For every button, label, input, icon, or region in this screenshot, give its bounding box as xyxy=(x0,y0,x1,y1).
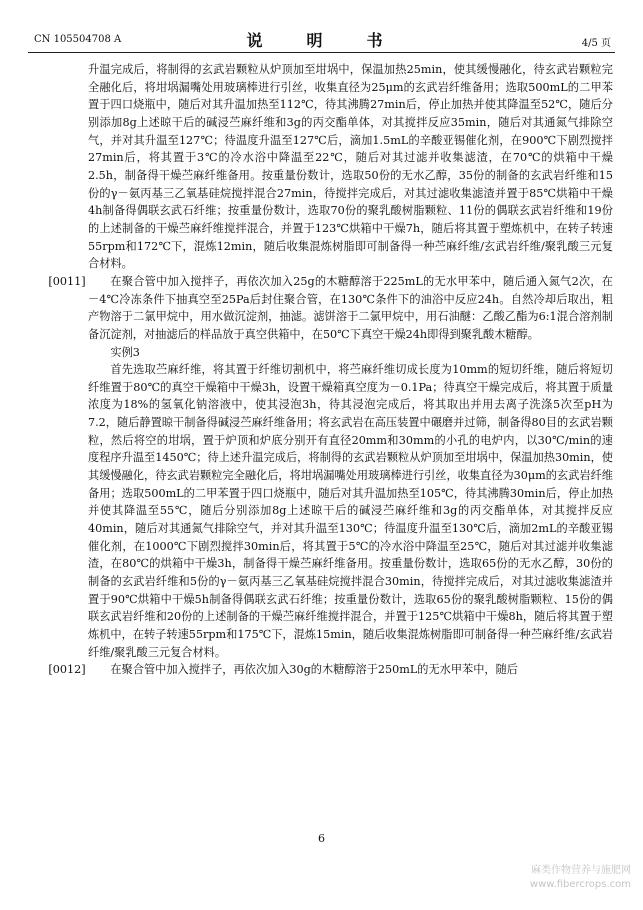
document-body xyxy=(48,61,613,679)
document-title: 说 明 书 xyxy=(246,31,397,50)
paragraph-0012 xyxy=(48,661,613,679)
paragraph-0011 xyxy=(48,273,613,344)
watermark-url: www.fibercrops.com xyxy=(529,879,631,890)
page-indicator: 4/5 页 xyxy=(581,38,611,49)
patent-number: CN 105504708 A xyxy=(34,34,122,45)
paragraph-number: [0012] xyxy=(48,663,86,677)
paragraph-text: 在聚合管中加入搅拌子，再依次加入25g的木糖醇溶于225mL的无水甲苯中，随后通入氮气2次，在－4℃冷冻条件下抽真空至25Pa后封住聚合管，在130℃条件下的油浴中反应24h。自然冷却后取出，粗产物溶于二氯甲烷中，用水做沉淀剂，抽滤。滤饼溶于二氯甲烷中，用石油醚：乙酸乙酯为6:1混合溶剂制备沉淀剂，对抽滤后的样品放于真空供箱中，在50℃下真空干燥24h即得到聚乳酸木糖醇。 xyxy=(88,274,613,341)
paragraph-text: 在聚合管中加入搅拌子，再依次加入30g的木糖醇溶于250mL的无水甲苯中，随后 xyxy=(110,663,518,677)
paragraph-continued: 升温完成后，将制得的玄武岩颗粒从炉顶加至坩埚中，保温加热25min，使其缓慢融化，待玄武岩颗粒完全融化后，将坩埚漏嘴处用玻璃棒进行引丝，收集直径为25μm的玄武岩纤维备用；选取500mL的二甲苯置于四口烧瓶中，随后对其升温加热至112℃，待其沸腾27min后，停止加热并使其降温至52℃，随后分别添加8g上述晾干后的碱浸苎麻纤维和3g的丙交酯单体，对其搅拌反应35min，随后对其通氮气排除空气，并对其升温至127℃；待温度升温至127℃后，滴加1.5mL的辛酸亚锡催化剂，在900℃下剧烈搅拌27min后，将其置于3℃的冷水浴中降温至22℃，随后对其过滤并收集滤渣，在70℃的烘箱中干燥2.5h，制备得干燥苎麻纤维备用。按重量份数计，选取50份的无水乙醇，35份的制备的玄武岩纤维和15份的γ－氨丙基三乙氧基硅烷搅拌混合27min，待搅拌完成后，对其过滤收集滤渣并置于85℃烘箱中干燥4h制备得偶联玄武石纤维；按重量份数计，选取70份的聚乳酸树脂颗粒、11份的偶联玄武岩纤维和19份的上述制备的干燥苎麻纤维搅拌混合，并置于123℃烘箱中干燥7h，随后将其置于塑炼机中，在转子转速55rpm和172℃下，混炼12min，随后收集混炼树脂即可制备得一种苎麻纤维/玄武岩纤维/聚乳酸三元复合材料。 xyxy=(88,63,613,271)
paragraph-number: [0011] xyxy=(48,274,86,288)
watermark-title: 麻类作物营养与施肥网 xyxy=(531,865,631,876)
paragraph-example-3: 首先选取苎麻纤维，将其置于纤维切割机中，将苎麻纤维切成长度为10mm的短切纤维，随后将短切纤维置于80℃的真空干燥箱中干燥3h，设置干燥箱真空度为－0.1Pa；待真空干燥完成后，将其置于质量浓度为18%的氢氧化钠溶液中，使其浸泡3h，待其浸泡完成后，将其取出并用去离子洗涤5次至pH为7.2，随后静置晾干制备得碱浸苎麻纤维备用；将玄武岩在高压装置中碾磨并过筛，制备得80目的玄武岩颗粒，然后将空的坩埚，置于炉顶和炉底分别开有直径20mm和30mm的小孔的电炉内，以30℃/min的速度程序升温至1450℃；待上述升温完成后，将制得的玄武岩颗粒从炉顶加至坩埚中，保温加热30min，使其缓慢融化，待玄武岩颗粒完全融化后，将坩埚漏嘴处用玻璃棒进行引丝，收集直径为30μm的玄武岩纤维备用；选取500mL的二甲苯置于四口烧瓶中，随后对其升温加热至105℃，待其沸腾30min后，停止加热并使其降温至55℃，随后分别添加8g上述晾干后的碱浸苎麻纤维和3g的丙交酯单体，对其搅拌反应40min，随后对其通氮气排除空气，并对其升温至130℃；待温度升温至130℃后，滴加2mL的辛酸亚锡催化剂，在1000℃下剧烈搅拌30min后，将其置于5℃的冷水浴中降温至25℃，随后对其过滤并收集滤渣，在80℃的烘箱中干燥3h，制备得干燥苎麻纤维备用。按重量份数计，选取65份的无水乙醇，30份的制备的玄武岩纤维和5份的γ－氨丙基三乙氧基硅烷搅拌混合30min，待搅拌完成后，对其过滤收集滤渣并置于90℃烘箱中干燥5h制备得偶联玄武石纤维；按重量份数计，选取65份的聚乳酸树脂颗粒、15份的偶联玄武岩纤维和20份的上述制备的干燥苎麻纤维搅拌混合，并置于125℃烘箱中干燥8h，随后将其置于塑炼机中，在转子转速55rpm和175℃下，混炼15min，随后收集混炼树脂即可制备得一种苎麻纤维/玄武岩纤维/聚乳酸三元复合材料。 xyxy=(88,363,613,659)
example-heading: 实例3 xyxy=(110,345,140,359)
watermark xyxy=(530,864,631,892)
page-number: 6 xyxy=(318,832,325,845)
page-header xyxy=(28,26,615,53)
